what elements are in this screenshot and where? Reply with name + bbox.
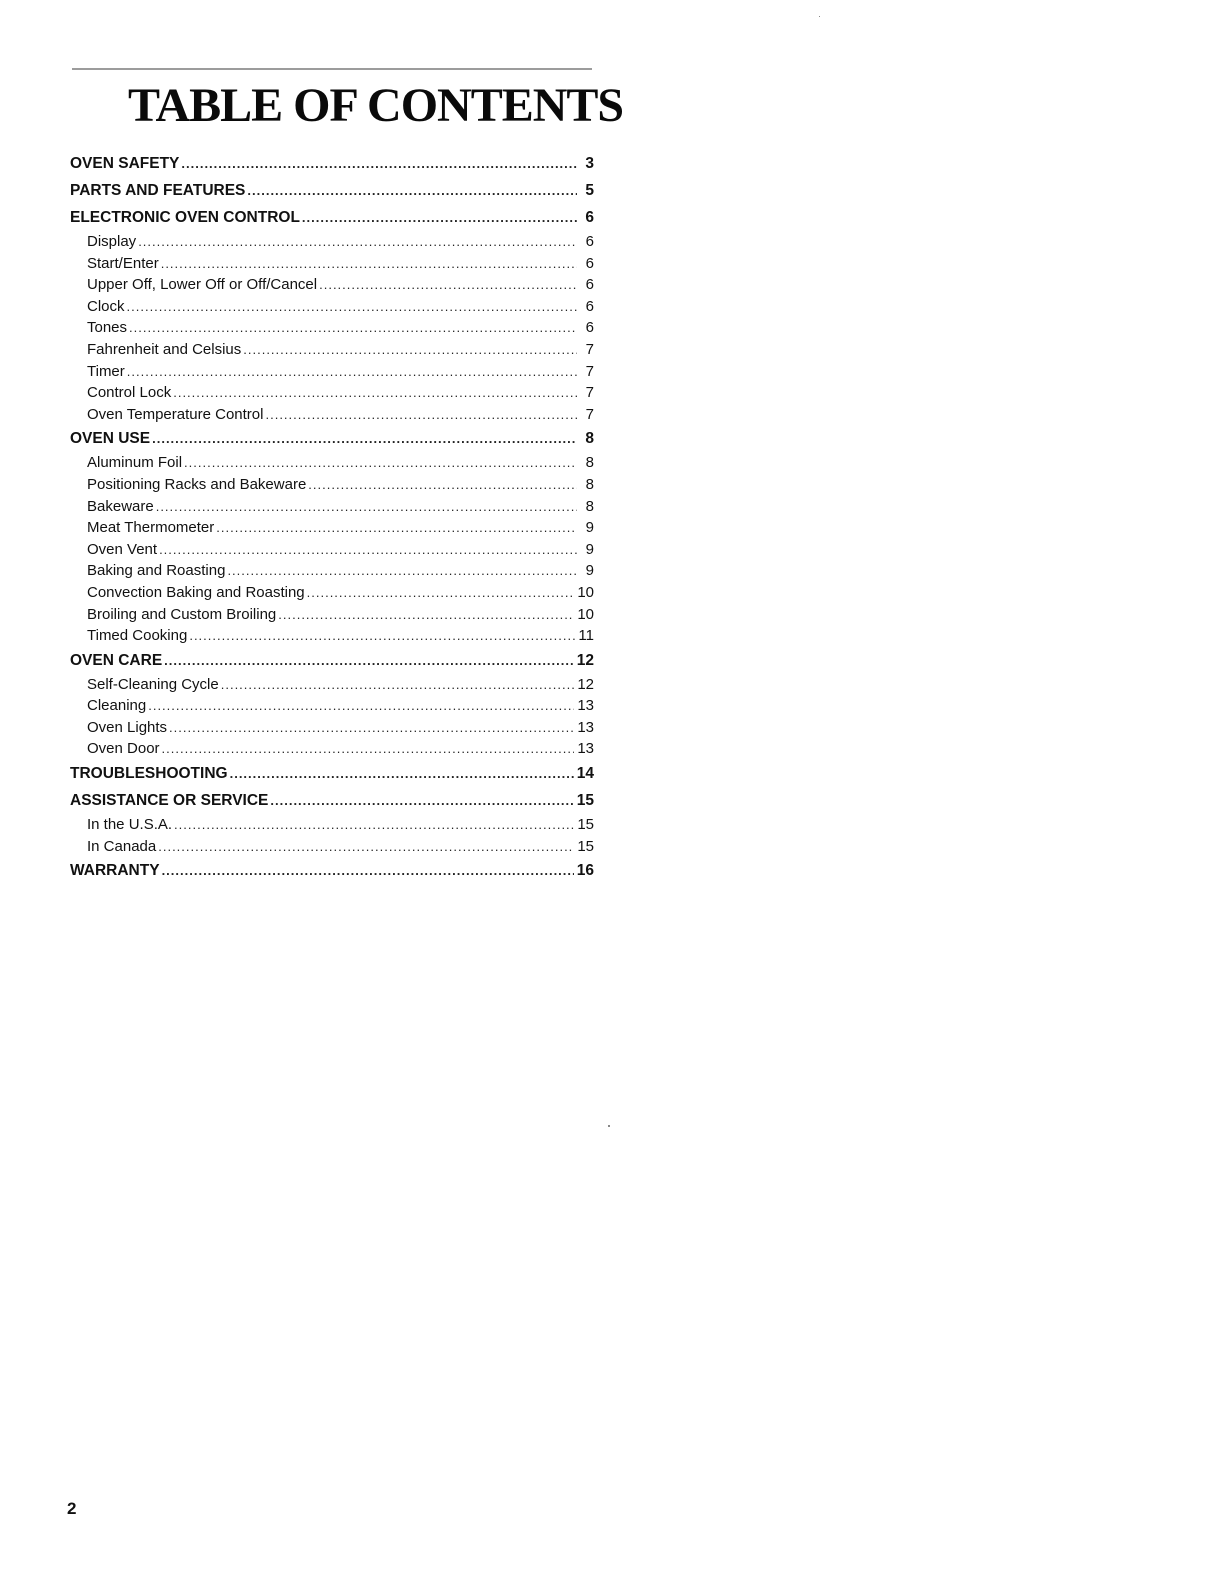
toc-subsection-entry: [70, 604, 594, 626]
toc-entry-label: OVEN SAFETY: [70, 155, 180, 172]
toc-subsection-entry: [70, 814, 594, 836]
toc-entry-page: 13: [577, 740, 594, 758]
dot-leader: [302, 204, 577, 231]
dot-leader: [152, 425, 577, 452]
toc-entry-page: 6: [585, 209, 594, 226]
dot-leader: [169, 717, 574, 739]
toc-entry-page: 9: [585, 540, 594, 558]
dot-leader: [162, 857, 574, 884]
toc-section-entry: [70, 150, 594, 177]
toc-entry-page: 6: [585, 319, 594, 337]
toc-entry-label: Oven Vent: [87, 540, 158, 558]
toc-entry-page: 9: [585, 562, 594, 580]
toc-section-entry: [70, 857, 594, 884]
toc-subsection-entry: [70, 738, 594, 760]
dot-leader: [181, 150, 577, 177]
toc-entry-page: 8: [585, 454, 594, 472]
toc-subsection-entry: [70, 836, 594, 858]
toc-entry-page: 6: [585, 254, 594, 272]
toc-entry-page: 12: [576, 651, 594, 669]
dot-leader: [148, 695, 574, 717]
dot-leader: [308, 474, 577, 496]
toc-entry-label: Fahrenheit and Celsius: [87, 340, 242, 358]
dot-leader: [164, 647, 574, 674]
scan-speck: [608, 1125, 610, 1127]
toc-section-entry: [70, 425, 594, 452]
toc-entry-page: 16: [576, 862, 594, 880]
dot-leader: [230, 760, 574, 787]
toc-subsection-entry: [70, 582, 594, 604]
toc-entry-label: OVEN CARE: [70, 651, 163, 669]
toc-entry-page: 6: [585, 233, 594, 250]
toc-subsection-entry: [70, 339, 594, 361]
toc-entry-page: 12: [577, 675, 594, 693]
toc-entry-page: 8: [585, 475, 594, 493]
table-of-contents: [70, 150, 594, 884]
dot-leader: [159, 539, 577, 561]
toc-entry-label: Display: [87, 233, 137, 250]
toc-entry-label: PARTS AND FEATURES: [70, 182, 246, 199]
toc-entry-label: In the U.S.A.: [87, 816, 173, 834]
toc-subsection-entry: [70, 231, 594, 253]
toc-entry-page: 13: [577, 718, 594, 736]
toc-entry-label: Cleaning: [87, 697, 147, 715]
toc-entry-page: 10: [577, 605, 594, 623]
toc-subsection-entry: [70, 717, 594, 739]
toc-entry-label: Positioning Racks and Bakeware: [87, 475, 307, 493]
toc-entry-label: Baking and Roasting: [87, 562, 226, 580]
toc-subsection-entry: [70, 474, 594, 496]
toc-subsection-entry: [70, 317, 594, 339]
toc-entry-label: Oven Temperature Control: [87, 405, 264, 423]
dot-leader: [278, 604, 574, 626]
toc-entry-label: Broiling and Custom Broiling: [87, 605, 277, 623]
toc-subsection-entry: [70, 496, 594, 518]
toc-entry-label: Upper Off, Lower Off or Off/Cancel: [87, 276, 318, 294]
dot-leader: [216, 517, 577, 539]
dot-leader: [127, 296, 577, 318]
toc-entry-label: Oven Lights: [87, 718, 168, 736]
toc-subsection-entry: [70, 539, 594, 561]
dot-leader: [162, 738, 575, 760]
toc-entry-page: 13: [577, 697, 594, 715]
top-rule: [72, 68, 592, 70]
toc-subsection-entry: [70, 361, 594, 383]
toc-entry-label: Start/Enter: [87, 254, 159, 272]
toc-subsection-entry: [70, 625, 594, 647]
dot-leader: [184, 452, 577, 474]
toc-section-entry: [70, 787, 594, 814]
toc-subsection-entry: [70, 296, 594, 318]
toc-subsection-entry: [70, 695, 594, 717]
dot-leader: [161, 253, 577, 275]
dot-leader: [138, 231, 577, 253]
dot-leader: [270, 787, 573, 814]
toc-entry-label: Aluminum Foil: [87, 454, 183, 472]
toc-section-entry: [70, 647, 594, 674]
toc-entry-page: 15: [577, 837, 594, 855]
toc-entry-page: 6: [585, 297, 594, 315]
toc-subsection-entry: [70, 404, 594, 426]
toc-entry-label: Control Lock: [87, 384, 172, 402]
toc-entry-page: 7: [585, 405, 594, 423]
toc-entry-page: 15: [576, 792, 594, 810]
toc-entry-page: 7: [585, 340, 594, 358]
toc-section-entry: [70, 177, 594, 204]
toc-subsection-entry: [70, 382, 594, 404]
toc-entry-label: Timed Cooking: [87, 627, 188, 645]
toc-entry-label: Meat Thermometer: [87, 519, 215, 537]
toc-entry-page: 9: [585, 519, 594, 537]
toc-entry-label: WARRANTY: [70, 862, 160, 880]
toc-entry-page: 7: [585, 384, 594, 402]
toc-entry-label: ELECTRONIC OVEN CONTROL: [70, 209, 300, 226]
toc-entry-page: 7: [585, 362, 594, 380]
dot-leader: [243, 339, 577, 361]
dot-leader: [173, 382, 577, 404]
dot-leader: [158, 836, 574, 858]
toc-entry-page: 8: [585, 430, 594, 448]
toc-entry-label: Timer: [87, 362, 125, 380]
toc-entry-label: TROUBLESHOOTING: [70, 765, 228, 783]
toc-subsection-entry: [70, 560, 594, 582]
toc-subsection-entry: [70, 517, 594, 539]
page-number: 2: [67, 1499, 77, 1518]
dot-leader: [265, 404, 577, 426]
dot-leader: [189, 625, 575, 647]
dot-leader: [319, 274, 577, 296]
toc-entry-page: 6: [585, 276, 594, 294]
toc-entry-page: 15: [577, 816, 594, 834]
toc-entry-page: 11: [578, 627, 594, 645]
toc-entry-page: 5: [585, 182, 594, 199]
toc-subsection-entry: [70, 274, 594, 296]
scan-speck: [819, 16, 820, 17]
toc-entry-page: 8: [585, 497, 594, 515]
dot-leader: [129, 317, 577, 339]
toc-subsection-entry: [70, 253, 594, 275]
toc-entry-label: In Canada: [87, 837, 157, 855]
page-title: TABLE OF CONTENTS: [128, 79, 624, 132]
toc-section-entry: [70, 760, 594, 787]
toc-entry-label: Oven Door: [87, 740, 160, 758]
dot-leader: [127, 361, 577, 383]
toc-entry-page: 10: [577, 583, 594, 601]
toc-entry-label: OVEN USE: [70, 430, 151, 448]
toc-entry-label: Bakeware: [87, 497, 154, 515]
toc-entry-page: 3: [585, 155, 594, 172]
dot-leader: [156, 496, 577, 518]
toc-entry-label: Tones: [87, 319, 128, 337]
dot-leader: [247, 177, 577, 204]
toc-section-entry: [70, 204, 594, 231]
toc-entry-label: Convection Baking and Roasting: [87, 583, 305, 601]
dot-leader: [307, 582, 575, 604]
dot-leader: [221, 674, 575, 696]
dot-leader: [174, 814, 574, 836]
toc-entry-page: 14: [576, 765, 594, 783]
toc-entry-label: Self-Cleaning Cycle: [87, 675, 219, 693]
toc-entry-label: ASSISTANCE OR SERVICE: [70, 792, 269, 810]
toc-subsection-entry: [70, 674, 594, 696]
dot-leader: [227, 560, 577, 582]
toc-entry-label: Clock: [87, 297, 125, 315]
toc-subsection-entry: [70, 452, 594, 474]
